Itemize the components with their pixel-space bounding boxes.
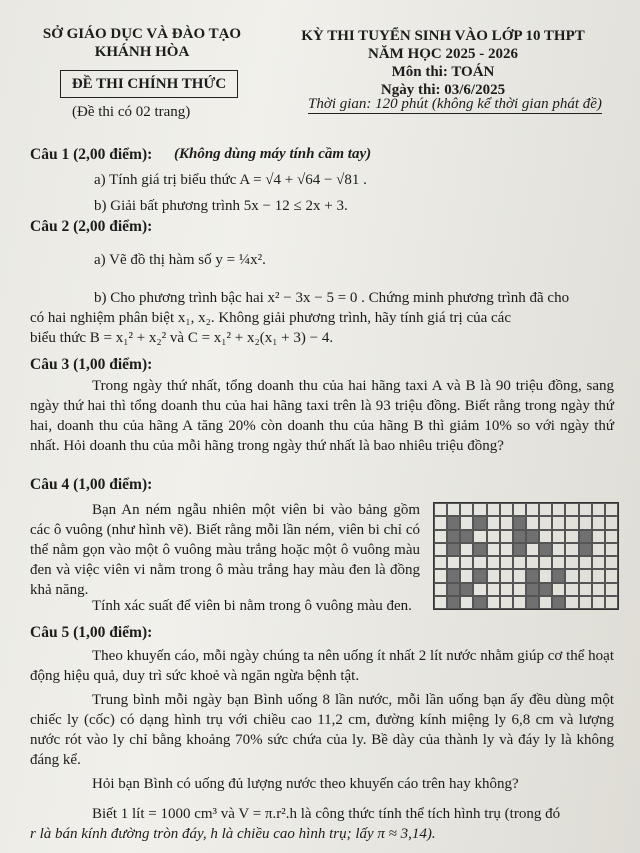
board-cell-white [605,516,618,529]
board-cell-white [605,556,618,569]
q2-part-b-line1: b) Cho phương trình bậc hai x² − 3x − 5 = 0 . Chứng minh phương trình đã cho [94,290,570,306]
board-cell-white [552,503,565,516]
board-cell-black [539,543,552,556]
board-cell-white [552,516,565,529]
exam-date: Ngày thi: 03/6/2025 [380,82,506,98]
q5-paragraph-4-line2: r là bán kính đường tròn đáy, h là chiều cao hình trụ; lấy π ≈ 3,14). [30,826,436,842]
board-cell-black [552,569,565,582]
board-cell-black [473,569,486,582]
board-cell-white [434,596,447,609]
board-cell-white [579,503,592,516]
board-cell-white [539,556,552,569]
board-cell-white [579,596,592,609]
board-cell-white [539,530,552,543]
board-cell-white [526,503,539,516]
q5-paragraph-4-line1: Biết 1 lít = 1000 cm³ và V = π.r².h là công thức tính thể tích hình trụ (trong đó [92,806,561,822]
board-cell-white [552,543,565,556]
board-cell-white [487,503,500,516]
board-cell-white [447,556,460,569]
board-cell-white [526,556,539,569]
board-cell-white [460,516,473,529]
q2-part-b-line3: biểu thức B = x₁² + x₂² và C = x₁² + x₂(x₁ + 3) − 4. [30,330,334,346]
board-cell-white [460,556,473,569]
board-cell-white [513,596,526,609]
board-cell-white [487,543,500,556]
board-cell-white [526,516,539,529]
board-cell-white [513,583,526,596]
exam-title: KỲ THI TUYỂN SINH VÀO LỚP 10 THPT [301,28,585,44]
pages-note: (Đề thi có 02 trang) [72,104,191,120]
board-cell-white [592,583,605,596]
board-cell-white [565,543,578,556]
board-cell-white [487,583,500,596]
board-cell-white [592,596,605,609]
board-cell-white [460,503,473,516]
board-cell-black [460,530,473,543]
board-cell-white [552,556,565,569]
subject-line: Môn thi: TOÁN [391,64,495,80]
board-cell-white [579,583,592,596]
board-cell-black [447,543,460,556]
board-cell-white [513,569,526,582]
board-cell-white [473,530,486,543]
q5-title: Câu 5 (1,00 điểm): [30,624,153,641]
board-cell-white [552,583,565,596]
board-cell-white [539,596,552,609]
board-cell-white [592,503,605,516]
q5-paragraph-1: Theo khuyến cáo, mỗi ngày chúng ta nên uống ít nhất 2 lít nước nhằm giúp cơ thể hoạt động hiệu quả, duy trì sức khoẻ và ngăn ngừa bệnh tật. [30,648,614,684]
board-cell-white [460,569,473,582]
board-cell-white [605,543,618,556]
board-cell-white [579,556,592,569]
board-cell-black [526,596,539,609]
board-cell-black [552,596,565,609]
board-cell-white [434,530,447,543]
board-cell-white [500,543,513,556]
board-cell-white [565,516,578,529]
board-cell-white [565,569,578,582]
board-cell-white [434,583,447,596]
board-cell-white [487,569,500,582]
board-cell-white [565,556,578,569]
board-cell-white [500,503,513,516]
board-cell-black [447,569,460,582]
board-cell-black [473,596,486,609]
board-cell-white [434,516,447,529]
board-cell-black [579,530,592,543]
board-cell-white [579,569,592,582]
board-cell-white [605,503,618,516]
board-cell-black [460,583,473,596]
board-cell-black [447,583,460,596]
board-cell-white [565,583,578,596]
q2-title: Câu 2 (2,00 điểm): [30,218,153,235]
board-cell-black [513,516,526,529]
board-cell-white [434,556,447,569]
board-cell-black [447,516,460,529]
board-cell-black [526,583,539,596]
board-cell-black [473,543,486,556]
q1-part-a: a) Tính giá trị biểu thức A = √4 + √64 − √81 . [94,172,367,188]
board-cell-white [447,503,460,516]
board-cell-white [460,543,473,556]
province-name: KHÁNH HÒA [94,44,190,60]
board-cell-black [513,530,526,543]
board-cell-black [447,530,460,543]
department-name: SỞ GIÁO DỤC VÀ ĐÀO TẠO [42,26,242,42]
board-cell-white [565,503,578,516]
board-cell-white [473,503,486,516]
board-cell-white [592,569,605,582]
board-cell-black [447,596,460,609]
q4-text: Bạn An ném ngẫu nhiên một viên bi vào bảng gồm các ô vuông (như hình vẽ). Biết rằng mỗi lần ném, viên bi chỉ có thể nằm gọn vào một ô vuông màu trắng hoặc một ô vuông màu đen và việc viên vi nằm trong ô màu trắng hay màu đen là đồng khả năng. [30,502,420,598]
board-cell-white [565,596,578,609]
board-cell-white [605,569,618,582]
board-cell-black [579,543,592,556]
board-cell-white [592,543,605,556]
board-cell-white [460,596,473,609]
board-cell-white [500,596,513,609]
board-cell-white [539,516,552,529]
board-cell-white [500,556,513,569]
board-cell-white [592,556,605,569]
board-cell-black [539,583,552,596]
board-cell-black [526,530,539,543]
board-cell-white [526,543,539,556]
board-cell-black [473,516,486,529]
probability-board-figure [433,502,619,610]
exam-duration: Thời gian: 120 phút (không kể thời gian phát đề) [308,96,602,112]
board-cell-black [513,543,526,556]
board-cell-white [500,530,513,543]
q5-paragraph-2: Trung bình mỗi ngày bạn Bình uống 8 lần nước, mỗi lần uống bạn ấy đều dùng một chiếc ly (cốc) có dạng hình trụ với chiều cao 11,2 cm, đường kính miệng ly 6,8 cm và lượng nước rót vào ly chỉ bằng khoảng 70% sức chứa của ly. Bề dày của thành ly và đáy ly là không đáng kể. [30,692,614,768]
board-cell-white [513,556,526,569]
board-cell-white [500,569,513,582]
board-cell-white [605,583,618,596]
board-cell-white [473,583,486,596]
official-exam-label: ĐỀ THI CHÍNH THỨC [60,70,238,98]
board-cell-white [434,503,447,516]
board-cell-white [565,530,578,543]
board-cell-white [592,530,605,543]
q3-text: Trong ngày thứ nhất, tổng doanh thu của hai hãng taxi A và B là 90 triệu đồng, sang ngày thứ hai thì tổng doanh thu của hai hãng taxi trên là 93 triệu đồng. Biết rằng trong ngày thứ hai, doanh thu của hãng A tăng 20% còn doanh thu của hãng B thì giảm 10% so với ngày thứ nhất. Hỏi doanh thu của mỗi hãng trong ngày thứ nhất là bao nhiêu triệu đồng? [30,378,614,454]
q1-part-b: b) Giải bất phương trình 5x − 12 ≤ 2x + 3. [94,198,348,214]
board-cell-black [526,569,539,582]
board-cell-white [539,569,552,582]
board-cell-white [487,516,500,529]
q5-paragraph-3: Hỏi bạn Bình có uống đủ lượng nước theo khuyến cáo trên hay không? [92,776,519,792]
board-cell-white [605,596,618,609]
q4-title: Câu 4 (1,00 điểm): [30,476,153,493]
board-cell-white [605,530,618,543]
board-cell-white [473,556,486,569]
q1-note: (Không dùng máy tính cầm tay) [174,146,372,162]
board-cell-white [513,503,526,516]
q1-title: Câu 1 (2,00 điểm): [30,146,153,163]
q4-question: Tính xác suất để viên bi nằm trong ô vuông màu đen. [92,598,412,614]
board-cell-white [434,543,447,556]
board-cell-white [487,556,500,569]
board-cell-white [434,569,447,582]
q2-part-a: a) Vẽ đồ thị hàm số y = ¼x². [94,252,266,268]
school-year: NĂM HỌC 2025 - 2026 [368,46,518,62]
board-cell-white [487,596,500,609]
board-cell-white [500,583,513,596]
board-cell-white [579,516,592,529]
q3-title: Câu 3 (1,00 điểm): [30,356,153,373]
q2-part-b-line2: có hai nghiệm phân biệt x₁, x₂. Không giải phương trình, hãy tính giá trị của các [30,310,511,326]
board-cell-white [552,530,565,543]
board-cell-white [500,516,513,529]
board-cell-white [592,516,605,529]
board-cell-white [539,503,552,516]
board-cell-white [487,530,500,543]
